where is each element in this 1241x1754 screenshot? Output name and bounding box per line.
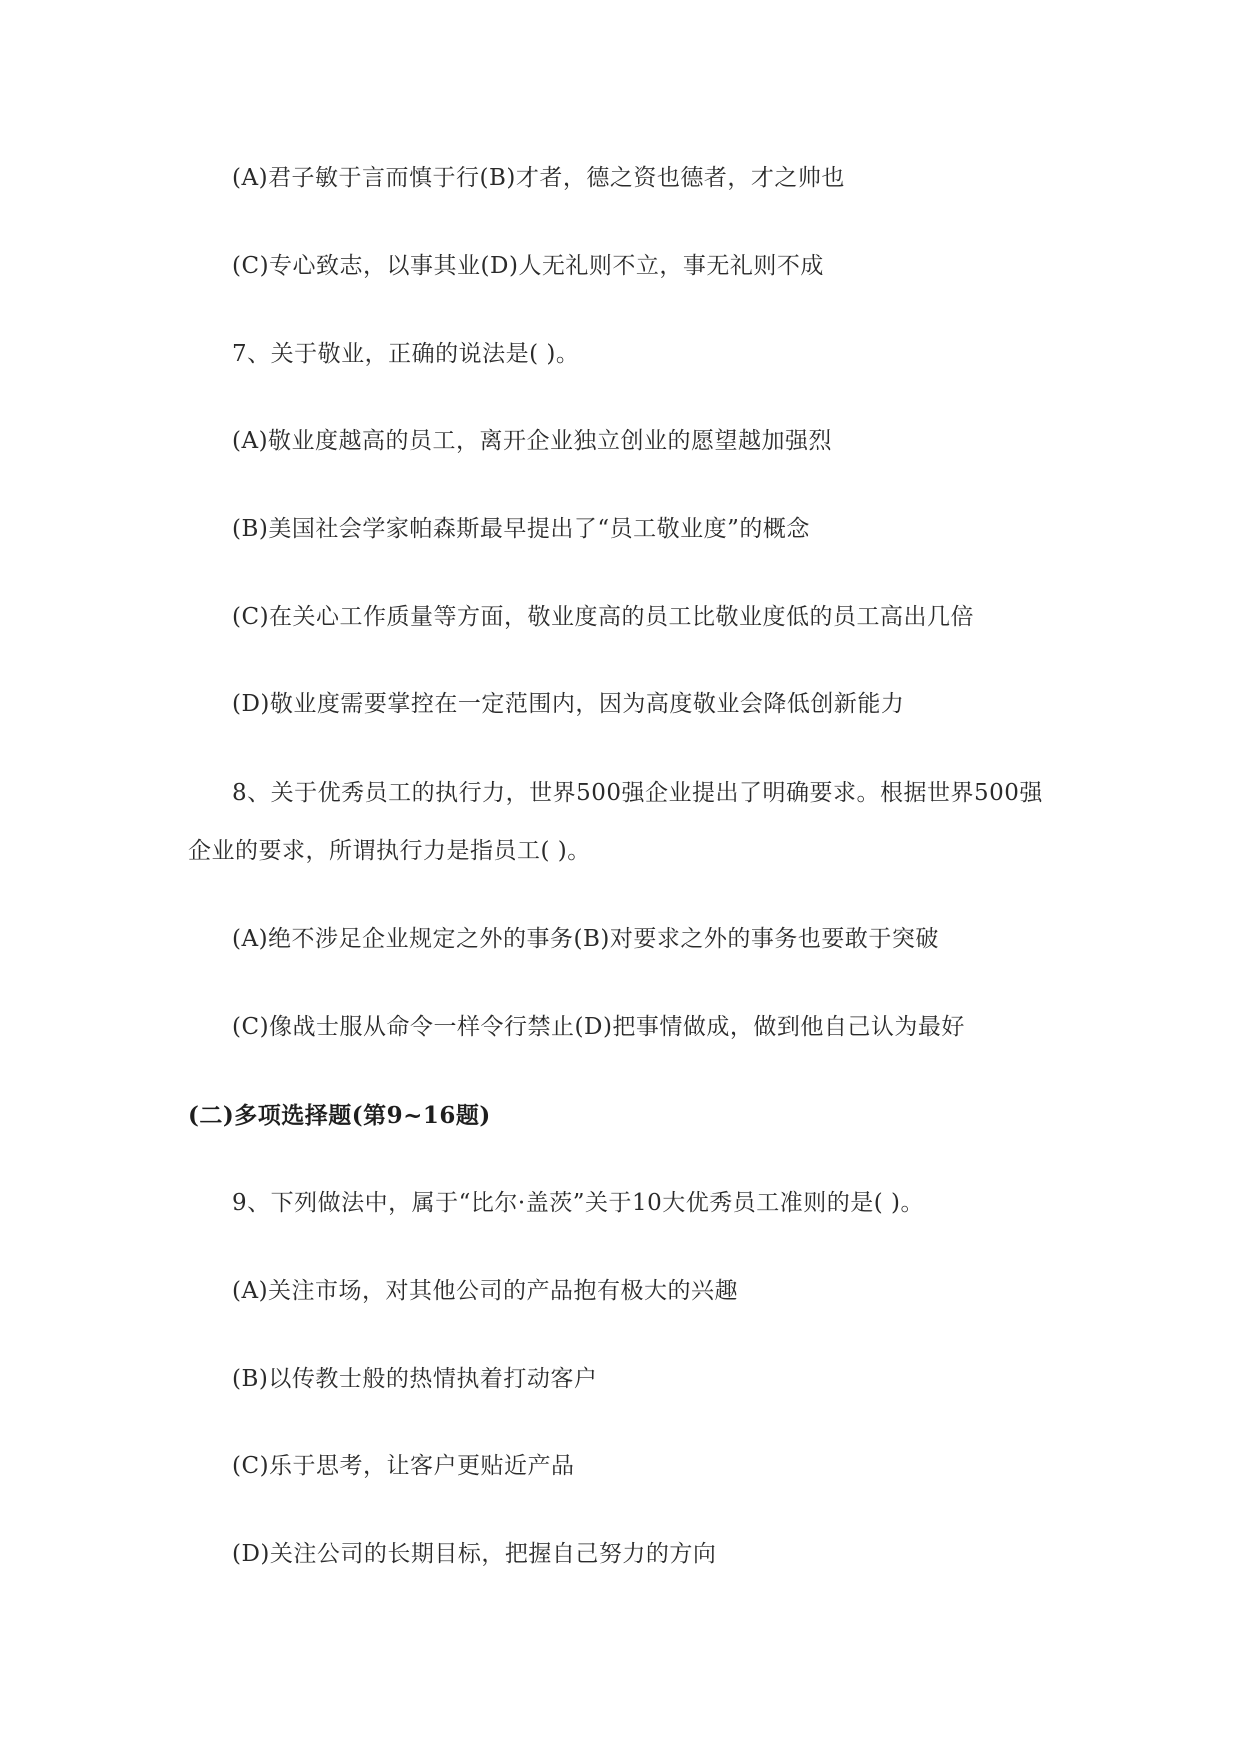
option-line-7c: (C)在关心工作质量等方面，敬业度高的员工比敬业度低的员工高出几倍 bbox=[232, 604, 975, 630]
question-9: 9、下列做法中，属于“比尔·盖茨”关于10大优秀员工准则的是( )。 bbox=[232, 1190, 924, 1216]
option-line-9c: (C)乐于思考，让客户更贴近产品 bbox=[232, 1453, 575, 1479]
section-heading: (二)多项选择题(第9~16题) bbox=[188, 1102, 491, 1129]
question-8-line-2: 企业的要求，所谓执行力是指员工( )。 bbox=[188, 838, 591, 864]
option-line-9b: (B)以传教士般的热情执着打动客户 bbox=[232, 1366, 598, 1392]
option-line-8ab: (A)绝不涉足企业规定之外的事务(B)对要求之外的事务也要敢于突破 bbox=[232, 926, 939, 952]
option-line-7a: (A)敬业度越高的员工，离开企业独立创业的愿望越加强烈 bbox=[232, 428, 833, 454]
option-line-7b: (B)美国社会学家帕森斯最早提出了“员工敬业度”的概念 bbox=[232, 516, 810, 542]
option-line-9d: (D)关注公司的长期目标，把握自己努力的方向 bbox=[232, 1541, 717, 1567]
option-line-8cd: (C)像战士服从命令一样令行禁止(D)把事情做成，做到他自己认为最好 bbox=[232, 1014, 965, 1040]
option-line-7d: (D)敬业度需要掌控在一定范围内，因为高度敬业会降低创新能力 bbox=[232, 691, 905, 717]
question-7: 7、关于敬业，正确的说法是( )。 bbox=[232, 341, 580, 367]
option-line-9a: (A)关注市场，对其他公司的产品抱有极大的兴趣 bbox=[232, 1278, 739, 1304]
option-line-6ab: (A)君子敏于言而慎于行(B)才者，德之资也德者，才之帅也 bbox=[232, 165, 845, 191]
question-8-line-1: 8、关于优秀员工的执行力，世界500强企业提出了明确要求。根据世界500强 bbox=[232, 780, 1043, 806]
option-line-6cd: (C)专心致志，以事其业(D)人无礼则不立，事无礼则不成 bbox=[232, 253, 824, 279]
